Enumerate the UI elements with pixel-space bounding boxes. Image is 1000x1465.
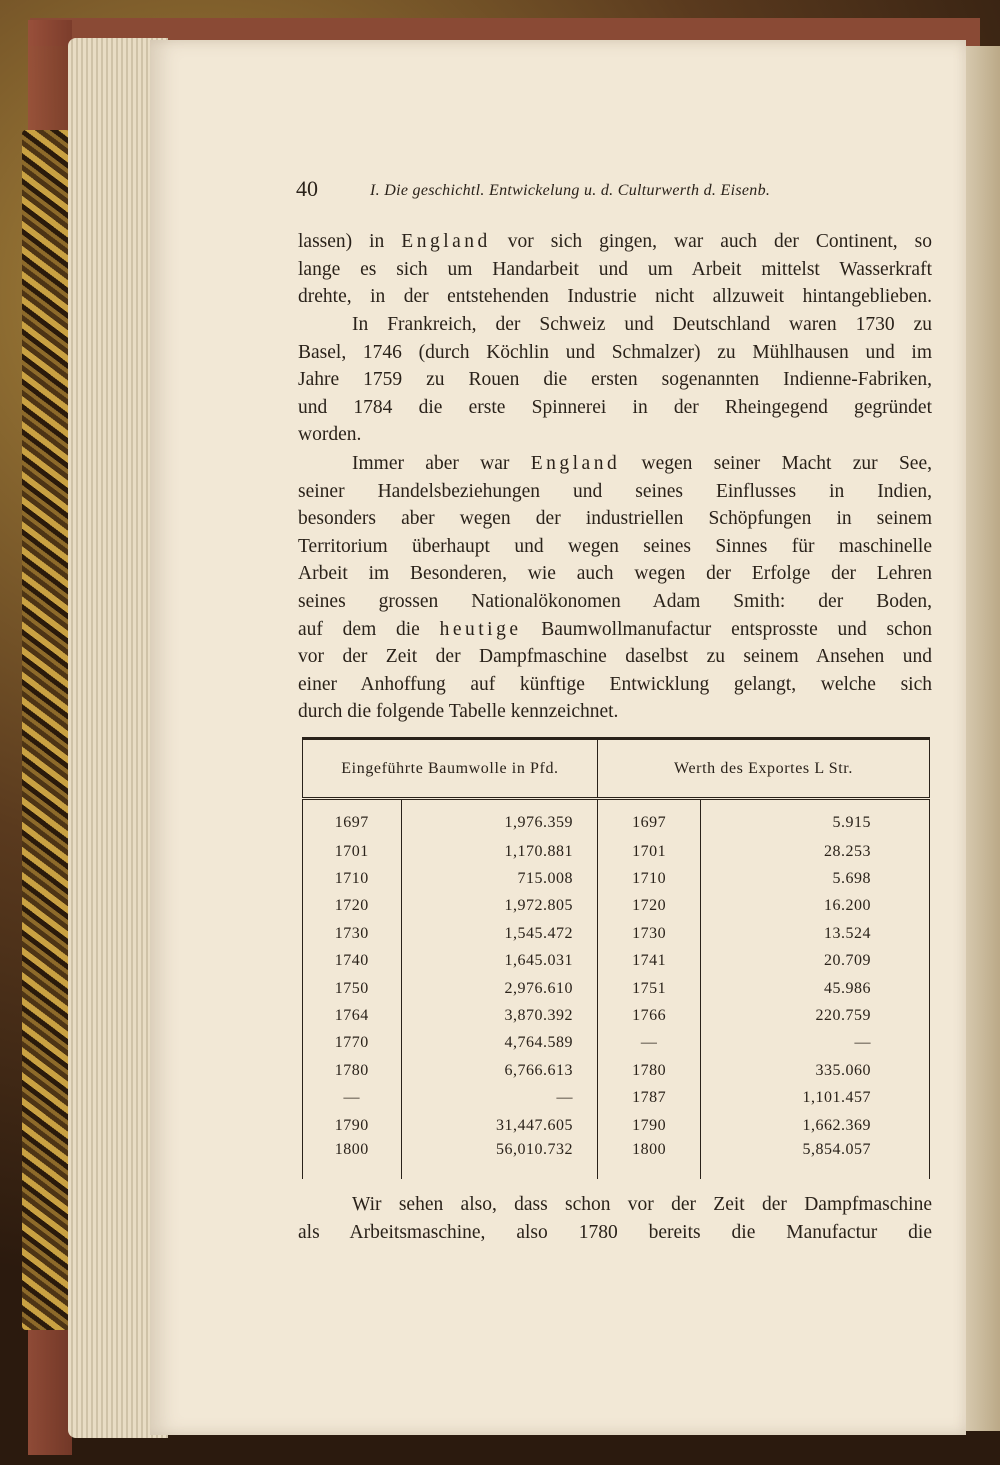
export-year: 1701 <box>597 838 700 865</box>
text-line: lassen) in England vor sich gingen, war auch der Continent, so <box>298 231 932 252</box>
export-value: — <box>701 1030 930 1057</box>
text-line: lange es sich um Handarbeit und um Arbeit mittelst Wasserkraft <box>298 258 932 280</box>
text-line: drehte, in der entstehenden Industrie nicht allzuweit hintangeblieben. <box>298 286 932 308</box>
import-amount: 31,447.605 <box>401 1112 597 1139</box>
export-value: 16.200 <box>701 893 930 920</box>
export-value: 5.698 <box>701 865 930 892</box>
table-row <box>303 1030 930 1057</box>
table-row <box>303 799 930 839</box>
import-year: 1697 <box>303 799 402 839</box>
text-line: und 1784 die erste Spinnerei in der Rheingegend gegründet <box>298 396 932 418</box>
text-line: Basel, 1746 (durch Köchlin und Schmalzer) zu Mühlhausen und im <box>298 341 932 363</box>
text-line: Wir sehen also, dass schon vor der Zeit der Dampfmaschine <box>352 1194 932 1215</box>
export-value: 1,101.457 <box>701 1085 930 1112</box>
export-year: 1710 <box>597 865 700 892</box>
paragraph-3 <box>298 450 932 726</box>
table-row <box>303 1085 930 1112</box>
page-right-edge <box>962 46 1000 1431</box>
import-amount: 56,010.732 <box>401 1139 597 1179</box>
header-imported-cotton: Eingeführte Baumwolle in Pfd. <box>303 739 598 799</box>
text-line: worden. <box>298 424 362 446</box>
text-line: Arbeit im Besonderen, wie auch wegen der Erfolge der Lehren <box>298 563 932 585</box>
table-row <box>303 1139 930 1179</box>
table-row <box>303 975 930 1002</box>
import-amount: 1,645.031 <box>401 948 597 975</box>
import-year: 1780 <box>303 1057 402 1084</box>
table-row <box>303 893 930 920</box>
paragraph-1 <box>298 228 932 311</box>
export-year: 1741 <box>597 948 700 975</box>
page-header <box>296 176 936 208</box>
import-amount: 4,764.589 <box>401 1030 597 1057</box>
table-row <box>303 1112 930 1139</box>
export-value: 45.986 <box>701 975 930 1002</box>
import-year: 1770 <box>303 1030 402 1057</box>
import-year: — <box>303 1085 402 1112</box>
table-header-row <box>303 739 930 799</box>
paragraph-4 <box>298 1191 932 1246</box>
table-row <box>303 948 930 975</box>
import-year: 1730 <box>303 920 402 947</box>
text-line: durch die folgende Tabelle kennzeichnet. <box>298 701 619 723</box>
text-line: seines grossen Nationalökonomen Adam Smith: der Boden, <box>298 590 932 612</box>
text-line: Jahre 1759 zu Rouen die ersten sogenannten Indienne-Fabriken, <box>298 369 932 391</box>
export-value: 5,854.057 <box>701 1139 930 1179</box>
import-year: 1800 <box>303 1139 402 1179</box>
text-line: besonders aber wegen der industriellen Schöpfungen in seinem <box>298 508 932 530</box>
text-line: Territorium überhaupt und wegen seines Sinnes für maschinelle <box>298 535 932 557</box>
cotton-import-export-table <box>302 737 930 1179</box>
paragraph-2 <box>298 311 932 449</box>
text-line: seiner Handelsbeziehungen und seines Einflusses in Indien, <box>298 480 932 502</box>
table-row <box>303 865 930 892</box>
export-value: 28.253 <box>701 838 930 865</box>
table-row <box>303 1002 930 1029</box>
header-export-value: Werth des Exportes L Str. <box>597 739 929 799</box>
export-year: 1720 <box>597 893 700 920</box>
table-body <box>303 799 930 1180</box>
import-amount: — <box>401 1085 597 1112</box>
export-year: — <box>597 1030 700 1057</box>
export-value: 5.915 <box>701 799 930 839</box>
import-amount: 1,170.881 <box>401 838 597 865</box>
export-year: 1697 <box>597 799 700 839</box>
import-year: 1710 <box>303 865 402 892</box>
import-amount: 3,870.392 <box>401 1002 597 1029</box>
export-year: 1790 <box>597 1112 700 1139</box>
text-line: vor der Zeit der Dampfmaschine daselbst zu seinem Ansehen und <box>298 646 932 668</box>
export-year: 1751 <box>597 975 700 1002</box>
import-amount: 715.008 <box>401 865 597 892</box>
import-year: 1740 <box>303 948 402 975</box>
import-year: 1701 <box>303 838 402 865</box>
import-amount: 1,976.359 <box>401 799 597 839</box>
text-line: In Frankreich, der Schweiz und Deutschland waren 1730 zu <box>352 314 932 335</box>
text-line: als Arbeitsmaschine, also 1780 bereits die Manufactur die <box>298 1221 932 1243</box>
export-value: 335.060 <box>701 1057 930 1084</box>
import-year: 1790 <box>303 1112 402 1139</box>
table-row <box>303 920 930 947</box>
export-value: 220.759 <box>701 1002 930 1029</box>
export-value: 1,662.369 <box>701 1112 930 1139</box>
running-title: I. Die geschichtl. Entwickelung u. d. Culturwerth d. Eisenb. <box>370 182 771 199</box>
text-line: einer Anhoffung auf künftige Entwicklung gelangt, welche sich <box>298 673 932 695</box>
import-year: 1720 <box>303 893 402 920</box>
export-value: 13.524 <box>701 920 930 947</box>
import-amount: 2,976.610 <box>401 975 597 1002</box>
export-year: 1780 <box>597 1057 700 1084</box>
import-amount: 1,972.805 <box>401 893 597 920</box>
text-line: Immer aber war England wegen seiner Macht zur See, <box>352 453 932 474</box>
export-year: 1800 <box>597 1139 700 1179</box>
table-row <box>303 838 930 865</box>
text-line: auf dem die heutige Baumwollmanufactur entsprosste und schon <box>298 618 932 640</box>
export-year: 1730 <box>597 920 700 947</box>
table-row <box>303 1057 930 1084</box>
import-year: 1750 <box>303 975 402 1002</box>
import-amount: 1,545.472 <box>401 920 597 947</box>
export-year: 1787 <box>597 1085 700 1112</box>
export-year: 1766 <box>597 1002 700 1029</box>
marbled-board <box>22 130 70 1330</box>
import-year: 1764 <box>303 1002 402 1029</box>
export-value: 20.709 <box>701 948 930 975</box>
page-number: 40 <box>296 176 318 201</box>
import-amount: 6,766.613 <box>401 1057 597 1084</box>
